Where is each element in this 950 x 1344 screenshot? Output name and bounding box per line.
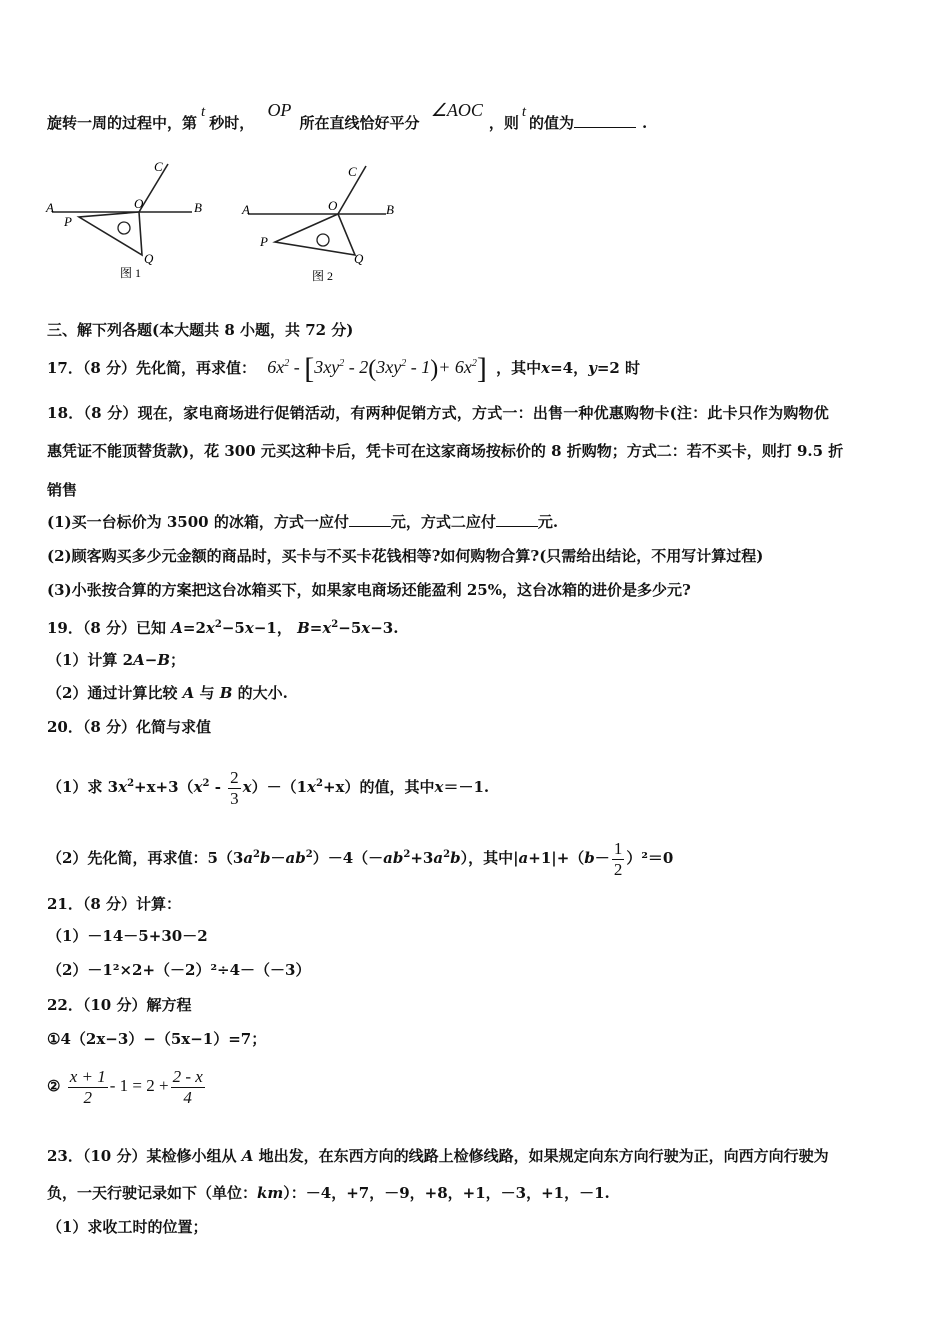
label-a: A — [242, 202, 250, 217]
label-a: A — [46, 200, 54, 215]
label-q: Q — [354, 251, 364, 266]
q20-part-2: （2）先化简，再求值：$5(3a^2b-ab^2)-4(-ab^2+3a^2b)$，其中|a+1|+（b－ $\frac{1}{2}$ ）²＝0 — [47, 838, 674, 879]
q22-part-2: ② $\frac{x + 1}{2}$ - 1 = 2 + $\frac{2 - x}{4}$ — [47, 1066, 203, 1107]
answer-blank — [496, 512, 538, 527]
fraction-x-plus-1-over-2: $\frac{x + 1}{2}$ — [69, 1066, 106, 1107]
label-c: C — [348, 164, 357, 179]
q21-part-1: （1）－14－5+30－2 — [47, 927, 208, 945]
q18-line-1: 18．（8 分）现在，家电商场进行促销活动，有两种促销方式，方式一：出售一种优惠购物卡(注：此卡只作为购物优 — [47, 404, 829, 422]
q21-part-2: （2）－1²×2+（－2）²÷4－（－3） — [47, 961, 311, 979]
q18-part-1: (1)买一台标价为 3500 的冰箱，方式一应付 元，方式二应付 元. — [47, 513, 559, 531]
q23-part-1: （1）求收工时的位置； — [47, 1218, 208, 1236]
label-q: Q — [144, 251, 154, 266]
fraction-one-half: $\frac{1}{2}$ — [613, 838, 623, 879]
q23-line-2: 负，一天行驶记录如下（单位：km）：－4，+7，－9，+8，+1，－3，+1，－1. — [47, 1184, 610, 1202]
q19-part-2: （2）通过计算比较 A 与 B 的大小. — [47, 684, 288, 702]
figure-1-caption: 图 1 — [120, 266, 142, 280]
q18-part-3: (3)小张按合算的方案把这台冰箱买下，如果家电商场还能盈利 25%，这台冰箱的进价是多少元? — [47, 581, 691, 599]
label-o: O — [134, 196, 144, 211]
label-c: C — [154, 160, 163, 174]
answer-blank — [574, 113, 636, 128]
q23-line-1: 23．（10 分）某检修小组从 A 地出发，在东西方向的线路上检修线路，如果规定向东方向行驶为正，向西方向行驶为 — [47, 1147, 829, 1165]
triangle-opq — [275, 214, 355, 255]
label-p: P — [64, 214, 72, 229]
q18-part-2: (2)顾客购买多少元金额的商品时，买卡与不买卡花钱相等?如何购物合算?(只需给出结论，不用写计算过程) — [47, 547, 764, 565]
figure-2 — [238, 160, 413, 285]
fraction-2-minus-x-over-4: $\frac{2 - x}{4}$ — [172, 1066, 203, 1107]
q18-line-2: 惠凭证不能顶替货款)，花 300 元买这种卡后，凭卡可在这家商场按标价的 8 折购物；方式二：若不买卡，则打 9.5 折 — [47, 442, 844, 460]
label-b: B — [194, 200, 202, 215]
q20-title: 20．（8 分）化简与求值 — [47, 718, 212, 736]
question-17: 17．（8 分）先化简，再求值： $6x^2 - [3xy^2 - 2(3xy^2 - 1)+ 6x^2]$ ，其中x=4，y=2 时 — [47, 352, 641, 385]
figure-2-caption: 图 2 — [312, 269, 334, 283]
q22-title: 22．（10 分）解方程 — [47, 996, 192, 1014]
figure-1 — [44, 160, 219, 285]
answer-blank — [349, 512, 391, 527]
label-o: O — [328, 198, 338, 213]
q21-title: 21．（8 分）计算： — [47, 895, 182, 913]
label-p: P — [260, 234, 268, 249]
q16-tail-line: 旋转一周的过程中，第t秒时， OP所在直线恰好平分 ∠AOC，则t的值为 . — [47, 100, 648, 132]
section-3-title: 三、解下列各题(本大题共 8 小题，共 72 分) — [47, 321, 354, 339]
q18-line-3: 销售 — [47, 481, 78, 499]
triangle-hole — [118, 222, 130, 234]
q22-part-1: ①4（2x−3）−（5x−1）=7； — [47, 1030, 267, 1048]
q20-part-1: （1）求 $3x^2+x+3(x^2$ - $\frac{2}{3}$ $x)-(1x^2+x)$的值，其中x＝－1. — [47, 767, 490, 808]
question-19: 19．（8 分）已知 $A=2x^2-5x-1$， $B=x^2-5x-3$. — [47, 619, 399, 637]
fraction-two-thirds: $\frac{2}{3}$ — [230, 767, 239, 808]
triangle-hole — [317, 234, 329, 246]
triangle-opq — [79, 212, 142, 255]
q19-part-1: （1）计算 2A−B； — [47, 651, 186, 669]
label-b: B — [386, 202, 394, 217]
